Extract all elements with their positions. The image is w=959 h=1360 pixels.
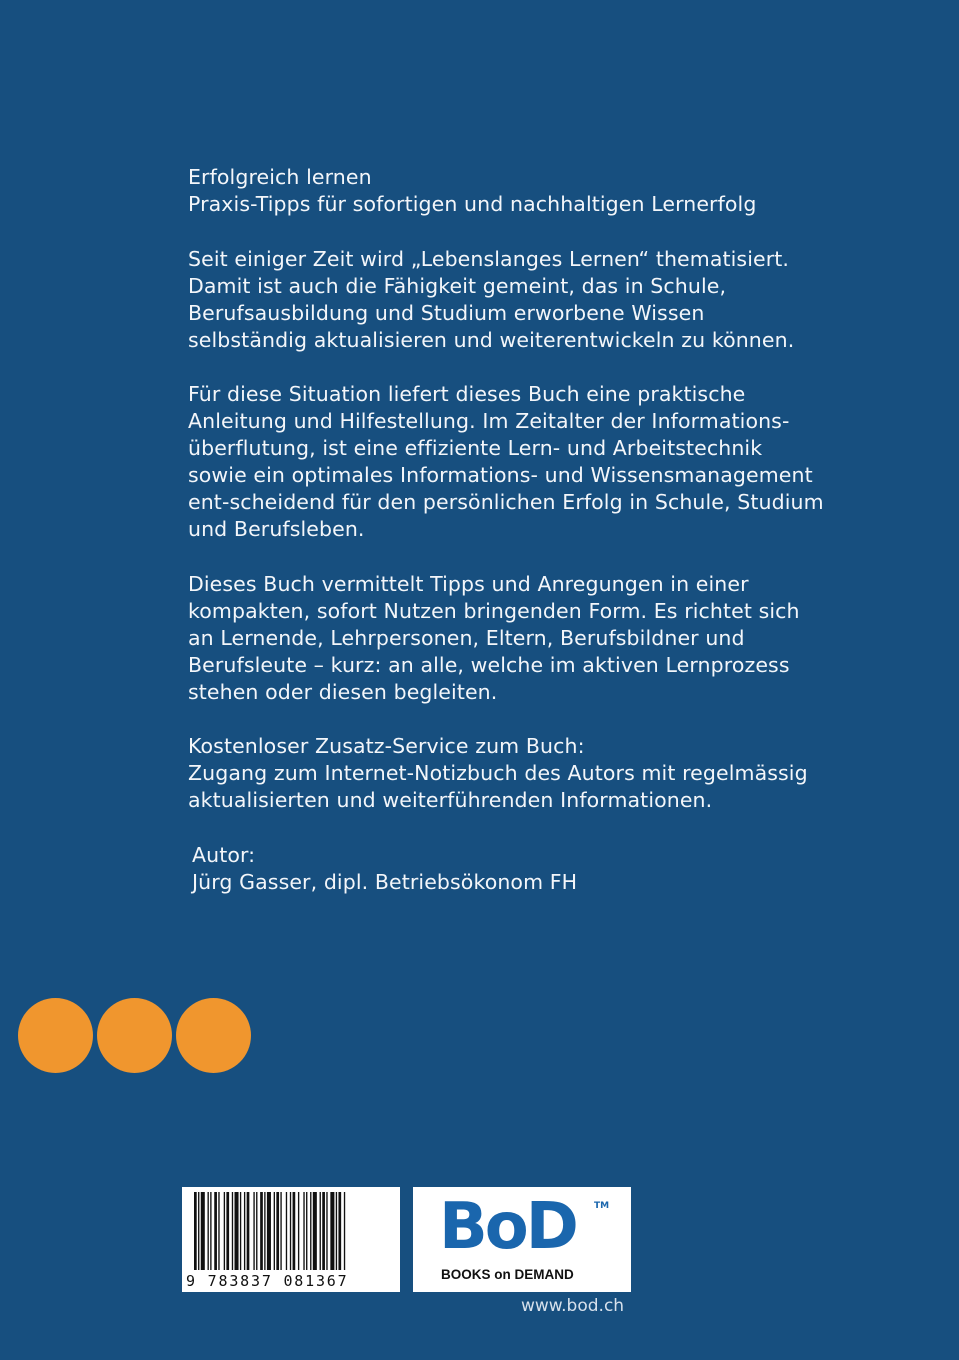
- paragraph-situation: [188, 381, 824, 543]
- paragraph-audience: [188, 571, 800, 706]
- paragraph-line: und Berufsleben.: [188, 517, 365, 541]
- paragraph-line: Dieses Buch vermittelt Tipps und Anregungen in einer: [188, 572, 749, 596]
- decorative-dots: [18, 998, 258, 1074]
- bod-logo-text: BoD: [439, 1190, 576, 1264]
- bod-tagline: BOOKS on DEMAND: [441, 1267, 574, 1282]
- author-name: Jürg Gasser, dipl. Betriebsökonom FH: [192, 870, 578, 894]
- barcode-digits: 9 783837 081367: [186, 1272, 349, 1290]
- paragraph-line: ent-scheidend für den persönlichen Erfolg in Schule, Studium: [188, 490, 824, 514]
- barcode-bars: [194, 1192, 388, 1270]
- paragraph-line: Berufsleute – kurz: an alle, welche im aktiven Lernprozess: [188, 653, 790, 677]
- paragraph-line: Anleitung und Hilfestellung. Im Zeitalter der Informations-: [188, 409, 790, 433]
- orange-dot: [18, 998, 93, 1073]
- paragraph-line: Damit ist auch die Fähigkeit gemeint, das in Schule,: [188, 274, 727, 298]
- author-label: Autor:: [192, 843, 256, 867]
- paragraph-line: selbständig aktualisieren und weiterentwickeln zu können.: [188, 328, 795, 352]
- paragraph-line: Zugang zum Internet-Notizbuch des Autors mit regelmässig: [188, 761, 808, 785]
- trademark-mark: TM: [594, 1201, 610, 1211]
- paragraph-line: kompakten, sofort Nutzen bringenden Form. Es richtet sich: [188, 599, 800, 623]
- paragraph-line: stehen oder diesen begleiten.: [188, 680, 498, 704]
- paragraph-line: Für diese Situation liefert dieses Buch eine praktische: [188, 382, 746, 406]
- orange-dot: [176, 998, 251, 1073]
- isbn-barcode: [182, 1187, 400, 1292]
- paragraph-line: aktualisierten und weiterführenden Informationen.: [188, 788, 713, 812]
- book-title-block: [188, 164, 783, 218]
- paragraph-line: an Lernende, Lehrpersonen, Eltern, Berufsbildner und: [188, 626, 745, 650]
- paragraph-line: Kostenloser Zusatz-Service zum Buch:: [188, 734, 585, 758]
- book-subtitle: Praxis-Tipps für sofortigen und nachhaltigen Lernerfolg: [188, 192, 757, 216]
- publisher-logo: [413, 1187, 631, 1292]
- paragraph-intro: [188, 246, 795, 354]
- paragraph-line: überflutung, ist eine effiziente Lern- und Arbeitstechnik: [188, 436, 763, 460]
- paragraph-line: Berufsausbildung und Studium erworbene Wissen: [188, 301, 705, 325]
- paragraph-line: Seit einiger Zeit wird „Lebenslanges Lernen“ thematisiert.: [188, 247, 790, 271]
- paragraph-service: [188, 733, 808, 814]
- book-title: Erfolgreich lernen: [188, 165, 372, 189]
- publisher-url: www.bod.ch: [521, 1296, 625, 1316]
- author-block: [192, 842, 787, 896]
- paragraph-line: sowie ein optimales Informations- und Wissensmanagement: [188, 463, 813, 487]
- orange-dot: [97, 998, 172, 1073]
